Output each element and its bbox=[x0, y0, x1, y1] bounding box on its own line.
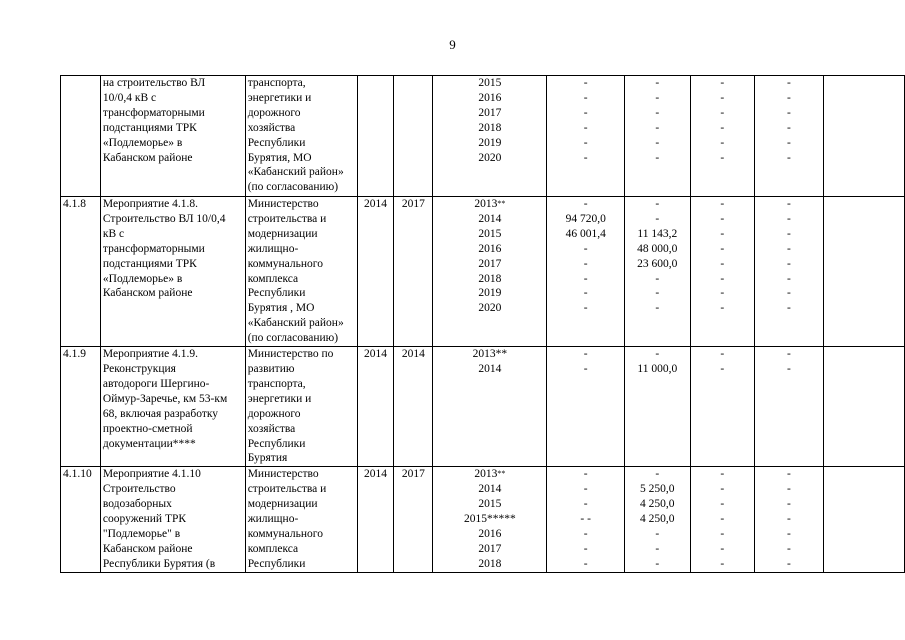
table-row bbox=[61, 197, 905, 347]
year-line: 2018 bbox=[478, 272, 502, 285]
funding-value: - bbox=[787, 91, 791, 104]
measure-name-line: автодороги Шергино- bbox=[102, 377, 210, 390]
funding-value: - bbox=[583, 121, 588, 134]
funding-value: - bbox=[720, 121, 725, 134]
funding-value: - - bbox=[580, 513, 591, 526]
measure-name-line: Реконструкция bbox=[102, 362, 176, 375]
year-line: 2020 bbox=[478, 151, 502, 164]
executor-line: жилищно- bbox=[247, 242, 299, 255]
funding-value: - bbox=[787, 242, 791, 255]
funding-value: - bbox=[787, 136, 791, 149]
funding-cell-c4 bbox=[754, 197, 823, 347]
year-line: 2017 bbox=[478, 106, 502, 119]
executor-line: транспорта, bbox=[247, 77, 306, 89]
measure-name-line: водозаборных bbox=[102, 498, 172, 511]
start-year-cell: 2014 bbox=[357, 197, 394, 347]
funding-value: - bbox=[787, 257, 791, 270]
page-number: 9 bbox=[449, 37, 456, 52]
funding-value: 48 000,0 bbox=[637, 242, 678, 255]
year-line: 2015 bbox=[478, 77, 502, 89]
funding-value: 46 001,4 bbox=[565, 227, 606, 240]
funding-value: - bbox=[655, 136, 660, 149]
funding-value: - bbox=[787, 151, 791, 164]
executor-line: Республики bbox=[247, 287, 306, 300]
funding-value: - bbox=[655, 468, 660, 481]
funding-value: - bbox=[787, 227, 791, 240]
executor-line: развитию bbox=[247, 362, 295, 375]
funding-cell-c2 bbox=[624, 467, 690, 573]
executor-line: транспорта, bbox=[247, 377, 306, 390]
measure-name-line: Мероприятие 4.1.8. bbox=[102, 198, 198, 210]
measure-name-cell bbox=[100, 467, 245, 573]
table-body bbox=[61, 76, 905, 573]
funding-cell-c4 bbox=[754, 347, 823, 467]
funding-value: - bbox=[583, 542, 588, 555]
measure-name-line: Мероприятие 4.1.10 bbox=[102, 468, 201, 481]
executor-line: хозяйства bbox=[247, 422, 296, 435]
funding-value: - bbox=[787, 348, 791, 361]
executor-line: строительства и bbox=[247, 483, 327, 496]
executor-cell bbox=[245, 347, 357, 467]
funding-value: - bbox=[787, 121, 791, 134]
measure-name-line: трансформаторными bbox=[102, 106, 205, 119]
executor-line: Бурятия bbox=[247, 452, 288, 465]
notes-cell bbox=[824, 347, 905, 467]
measure-number-cell bbox=[61, 76, 101, 197]
funding-cell-c4 bbox=[754, 76, 823, 197]
funding-value: - bbox=[583, 287, 588, 300]
funding-value: - bbox=[655, 121, 660, 134]
funding-value: - bbox=[655, 272, 660, 285]
measure-name-line: Оймур-Заречье, км 53-км bbox=[102, 392, 228, 405]
funding-value: - bbox=[583, 527, 588, 540]
measure-name-line: проектно-сметной bbox=[102, 422, 193, 435]
executor-line: Бурятия, МО bbox=[247, 151, 312, 164]
executor-line: модернизации bbox=[247, 498, 318, 511]
funding-value: - bbox=[720, 212, 725, 225]
measure-name-line: 10/0,4 кВ с bbox=[102, 91, 157, 104]
funding-value: - bbox=[720, 483, 725, 496]
measure-number-cell: 4.1.8 bbox=[61, 197, 101, 347]
year-line: 2014 bbox=[478, 212, 502, 225]
funding-value: - bbox=[787, 513, 791, 526]
measure-name-line: Республики Бурятия (в bbox=[102, 557, 216, 570]
executor-line: коммунального bbox=[247, 527, 323, 540]
year-line: 2015***** bbox=[463, 513, 516, 526]
funding-cell-c3 bbox=[690, 197, 754, 347]
funding-value: - bbox=[720, 151, 725, 164]
year-line: 2017 bbox=[478, 542, 502, 555]
start-year-cell: 2014 bbox=[357, 347, 394, 467]
measure-name-line: подстанциями ТРК bbox=[102, 257, 197, 270]
funding-value: - bbox=[720, 136, 725, 149]
executor-line: Республики bbox=[247, 557, 306, 570]
funding-value: - bbox=[787, 212, 791, 225]
year-line: 2019 bbox=[478, 136, 502, 149]
funding-value: - bbox=[720, 257, 725, 270]
executor-line: Министерство bbox=[247, 198, 319, 210]
funding-value: - bbox=[583, 257, 588, 270]
measure-number-cell: 4.1.9 bbox=[61, 347, 101, 467]
measure-name-line: Строительство ВЛ 10/0,4 bbox=[102, 212, 226, 225]
year-line: 2015 bbox=[478, 227, 502, 240]
funding-value: - bbox=[583, 242, 588, 255]
funding-value: - bbox=[720, 227, 725, 240]
funding-value: - bbox=[720, 362, 725, 375]
year-line: 2014 bbox=[478, 483, 502, 496]
funding-value: - bbox=[583, 136, 588, 149]
funding-value: - bbox=[583, 498, 588, 511]
funding-value: 94 720,0 bbox=[565, 212, 606, 225]
executor-line: дорожного bbox=[247, 106, 301, 119]
years-cell bbox=[433, 197, 547, 347]
measure-name-line: «Подлеморье» в bbox=[102, 272, 183, 285]
funding-value: - bbox=[720, 557, 725, 570]
funding-value: - bbox=[720, 242, 725, 255]
year-line: 2018 bbox=[478, 121, 502, 134]
end-year-cell bbox=[394, 76, 433, 197]
funding-value: - bbox=[655, 77, 660, 89]
measure-name-cell bbox=[100, 197, 245, 347]
funding-cell-c1 bbox=[547, 197, 625, 347]
funding-value: - bbox=[583, 468, 588, 481]
funding-value: - bbox=[655, 348, 660, 361]
measure-name-line: 68, включая разработку bbox=[102, 407, 219, 420]
year-line: 2013** bbox=[474, 468, 506, 481]
funding-value: 11 143,2 bbox=[637, 227, 678, 240]
funding-value: - bbox=[655, 106, 660, 119]
notes-cell bbox=[824, 467, 905, 573]
year-line: 2014 bbox=[478, 362, 502, 375]
executor-line: модернизации bbox=[247, 227, 318, 240]
executor-line: комплекса bbox=[247, 272, 299, 285]
funding-value: - bbox=[787, 302, 791, 315]
funding-value: - bbox=[787, 77, 791, 89]
year-line: 2019 bbox=[478, 287, 502, 300]
funding-value: - bbox=[720, 527, 725, 540]
funding-cell-c3 bbox=[690, 467, 754, 573]
table-row bbox=[61, 467, 905, 573]
funding-value: - bbox=[787, 198, 791, 210]
funding-value: - bbox=[787, 468, 791, 481]
funding-cell-c3 bbox=[690, 347, 754, 467]
years-cell bbox=[433, 467, 547, 573]
footnote-mark: ** bbox=[497, 469, 506, 479]
measure-name-line: Кабанском районе bbox=[102, 542, 193, 555]
notes-cell bbox=[824, 76, 905, 197]
funding-value: - bbox=[787, 498, 791, 511]
year-line: 2013** bbox=[474, 198, 506, 210]
funding-value: - bbox=[583, 151, 588, 164]
executor-line: Республики bbox=[247, 437, 306, 450]
funding-value: - bbox=[583, 106, 588, 119]
year-line: 2016 bbox=[478, 527, 502, 540]
funding-value: - bbox=[655, 542, 660, 555]
funding-value: - bbox=[720, 77, 725, 89]
funding-value: 4 250,0 bbox=[640, 513, 675, 526]
funding-value: - bbox=[583, 198, 588, 210]
measure-name-line: сооружений ТРК bbox=[102, 513, 187, 526]
end-year-cell: 2014 bbox=[394, 347, 433, 467]
funding-value: - bbox=[787, 527, 791, 540]
measure-name-cell bbox=[100, 76, 245, 197]
funding-value: - bbox=[583, 272, 588, 285]
executor-line: энергетики и bbox=[247, 392, 312, 405]
funding-value: - bbox=[720, 542, 725, 555]
funding-value: - bbox=[583, 483, 588, 496]
measure-name-line: Кабанском районе bbox=[102, 287, 193, 300]
funding-value: - bbox=[720, 468, 725, 481]
year-line: 2016 bbox=[478, 242, 502, 255]
funding-value: 11 000,0 bbox=[637, 362, 678, 375]
end-year-cell: 2017 bbox=[394, 467, 433, 573]
measure-name-line: на строительство ВЛ bbox=[102, 77, 206, 89]
executor-line: Бурятия , МО bbox=[247, 302, 315, 315]
funding-value: 23 600,0 bbox=[637, 257, 678, 270]
funding-cell-c1 bbox=[547, 76, 625, 197]
executor-line: жилищно- bbox=[247, 513, 299, 526]
funding-cell-c2 bbox=[624, 76, 690, 197]
funding-value: - bbox=[655, 212, 660, 225]
funding-value: - bbox=[787, 557, 791, 570]
funding-value: - bbox=[655, 198, 660, 210]
funding-cell-c1 bbox=[547, 347, 625, 467]
table-row bbox=[61, 347, 905, 467]
executor-line: энергетики и bbox=[247, 91, 312, 104]
executor-line: «Кабанский район» bbox=[247, 166, 344, 179]
funding-value: - bbox=[655, 91, 660, 104]
year-line: 2017 bbox=[478, 257, 502, 270]
funding-value: - bbox=[787, 106, 791, 119]
executor-line: (по согласованию) bbox=[247, 181, 339, 194]
footnote-mark: ** bbox=[497, 199, 506, 208]
measure-name-line: кВ с bbox=[102, 227, 125, 240]
funding-value: - bbox=[655, 302, 660, 315]
funding-value: - bbox=[787, 272, 791, 285]
funding-value: 4 250,0 bbox=[640, 498, 675, 511]
funding-value: 5 250,0 bbox=[640, 483, 675, 496]
funding-cell-c3 bbox=[690, 76, 754, 197]
measure-name-line: Мероприятие 4.1.9. bbox=[102, 348, 198, 361]
funding-value: - bbox=[583, 557, 588, 570]
executor-line: (по согласованию) bbox=[247, 332, 339, 345]
funding-value: - bbox=[720, 348, 725, 361]
years-cell bbox=[433, 347, 547, 467]
executor-line: коммунального bbox=[247, 257, 323, 270]
funding-value: - bbox=[720, 106, 725, 119]
funding-value: - bbox=[720, 302, 725, 315]
funding-value: - bbox=[720, 513, 725, 526]
measure-name-line: "Подлеморье" в bbox=[102, 527, 181, 540]
funding-value: - bbox=[787, 362, 791, 375]
executor-line: строительства и bbox=[247, 212, 327, 225]
funding-value: - bbox=[787, 542, 791, 555]
measure-name-line: «Подлеморье» в bbox=[102, 136, 183, 149]
executor-line: Министерство по bbox=[247, 348, 334, 361]
funding-value: - bbox=[720, 91, 725, 104]
executor-cell bbox=[245, 76, 357, 197]
table-row bbox=[61, 76, 905, 197]
measure-name-cell bbox=[100, 347, 245, 467]
years-cell bbox=[433, 76, 547, 197]
program-measures-table bbox=[60, 75, 905, 573]
funding-value: - bbox=[787, 287, 791, 300]
start-year-cell: 2014 bbox=[357, 467, 394, 573]
measure-name-line: документации**** bbox=[102, 437, 196, 450]
measure-name-line: подстанциями ТРК bbox=[102, 121, 197, 134]
start-year-cell bbox=[357, 76, 394, 197]
funding-value: - bbox=[720, 198, 725, 210]
executor-line: Министерство bbox=[247, 468, 319, 481]
year-line: 2018 bbox=[478, 557, 502, 570]
executor-cell bbox=[245, 197, 357, 347]
measure-name-line: трансформаторными bbox=[102, 242, 205, 255]
end-year-cell: 2017 bbox=[394, 197, 433, 347]
executor-line: комплекса bbox=[247, 542, 299, 555]
executor-line: дорожного bbox=[247, 407, 301, 420]
funding-cell-c1 bbox=[547, 467, 625, 573]
year-line: 2016 bbox=[478, 91, 502, 104]
funding-value: - bbox=[720, 272, 725, 285]
funding-value: - bbox=[655, 527, 660, 540]
funding-value: - bbox=[583, 77, 588, 89]
funding-value: - bbox=[583, 91, 588, 104]
funding-value: - bbox=[583, 302, 588, 315]
funding-value: - bbox=[720, 287, 725, 300]
year-line: 2015 bbox=[478, 498, 502, 511]
funding-cell-c2 bbox=[624, 347, 690, 467]
funding-value: - bbox=[655, 151, 660, 164]
funding-value: - bbox=[787, 483, 791, 496]
funding-cell-c4 bbox=[754, 467, 823, 573]
funding-cell-c2 bbox=[624, 197, 690, 347]
year-line: 2013** bbox=[472, 348, 508, 361]
notes-cell bbox=[824, 197, 905, 347]
funding-value: - bbox=[583, 362, 588, 375]
funding-value: - bbox=[720, 498, 725, 511]
funding-value: - bbox=[655, 557, 660, 570]
executor-line: «Кабанский район» bbox=[247, 317, 344, 330]
measure-name-line: Кабанском районе bbox=[102, 151, 193, 164]
funding-value: - bbox=[655, 287, 660, 300]
measure-name-line: Строительство bbox=[102, 483, 176, 496]
executor-line: хозяйства bbox=[247, 121, 296, 134]
executor-cell bbox=[245, 467, 357, 573]
executor-line: Республики bbox=[247, 136, 306, 149]
funding-value: - bbox=[583, 348, 588, 361]
measure-number-cell: 4.1.10 bbox=[61, 467, 101, 573]
year-line: 2020 bbox=[478, 302, 502, 315]
